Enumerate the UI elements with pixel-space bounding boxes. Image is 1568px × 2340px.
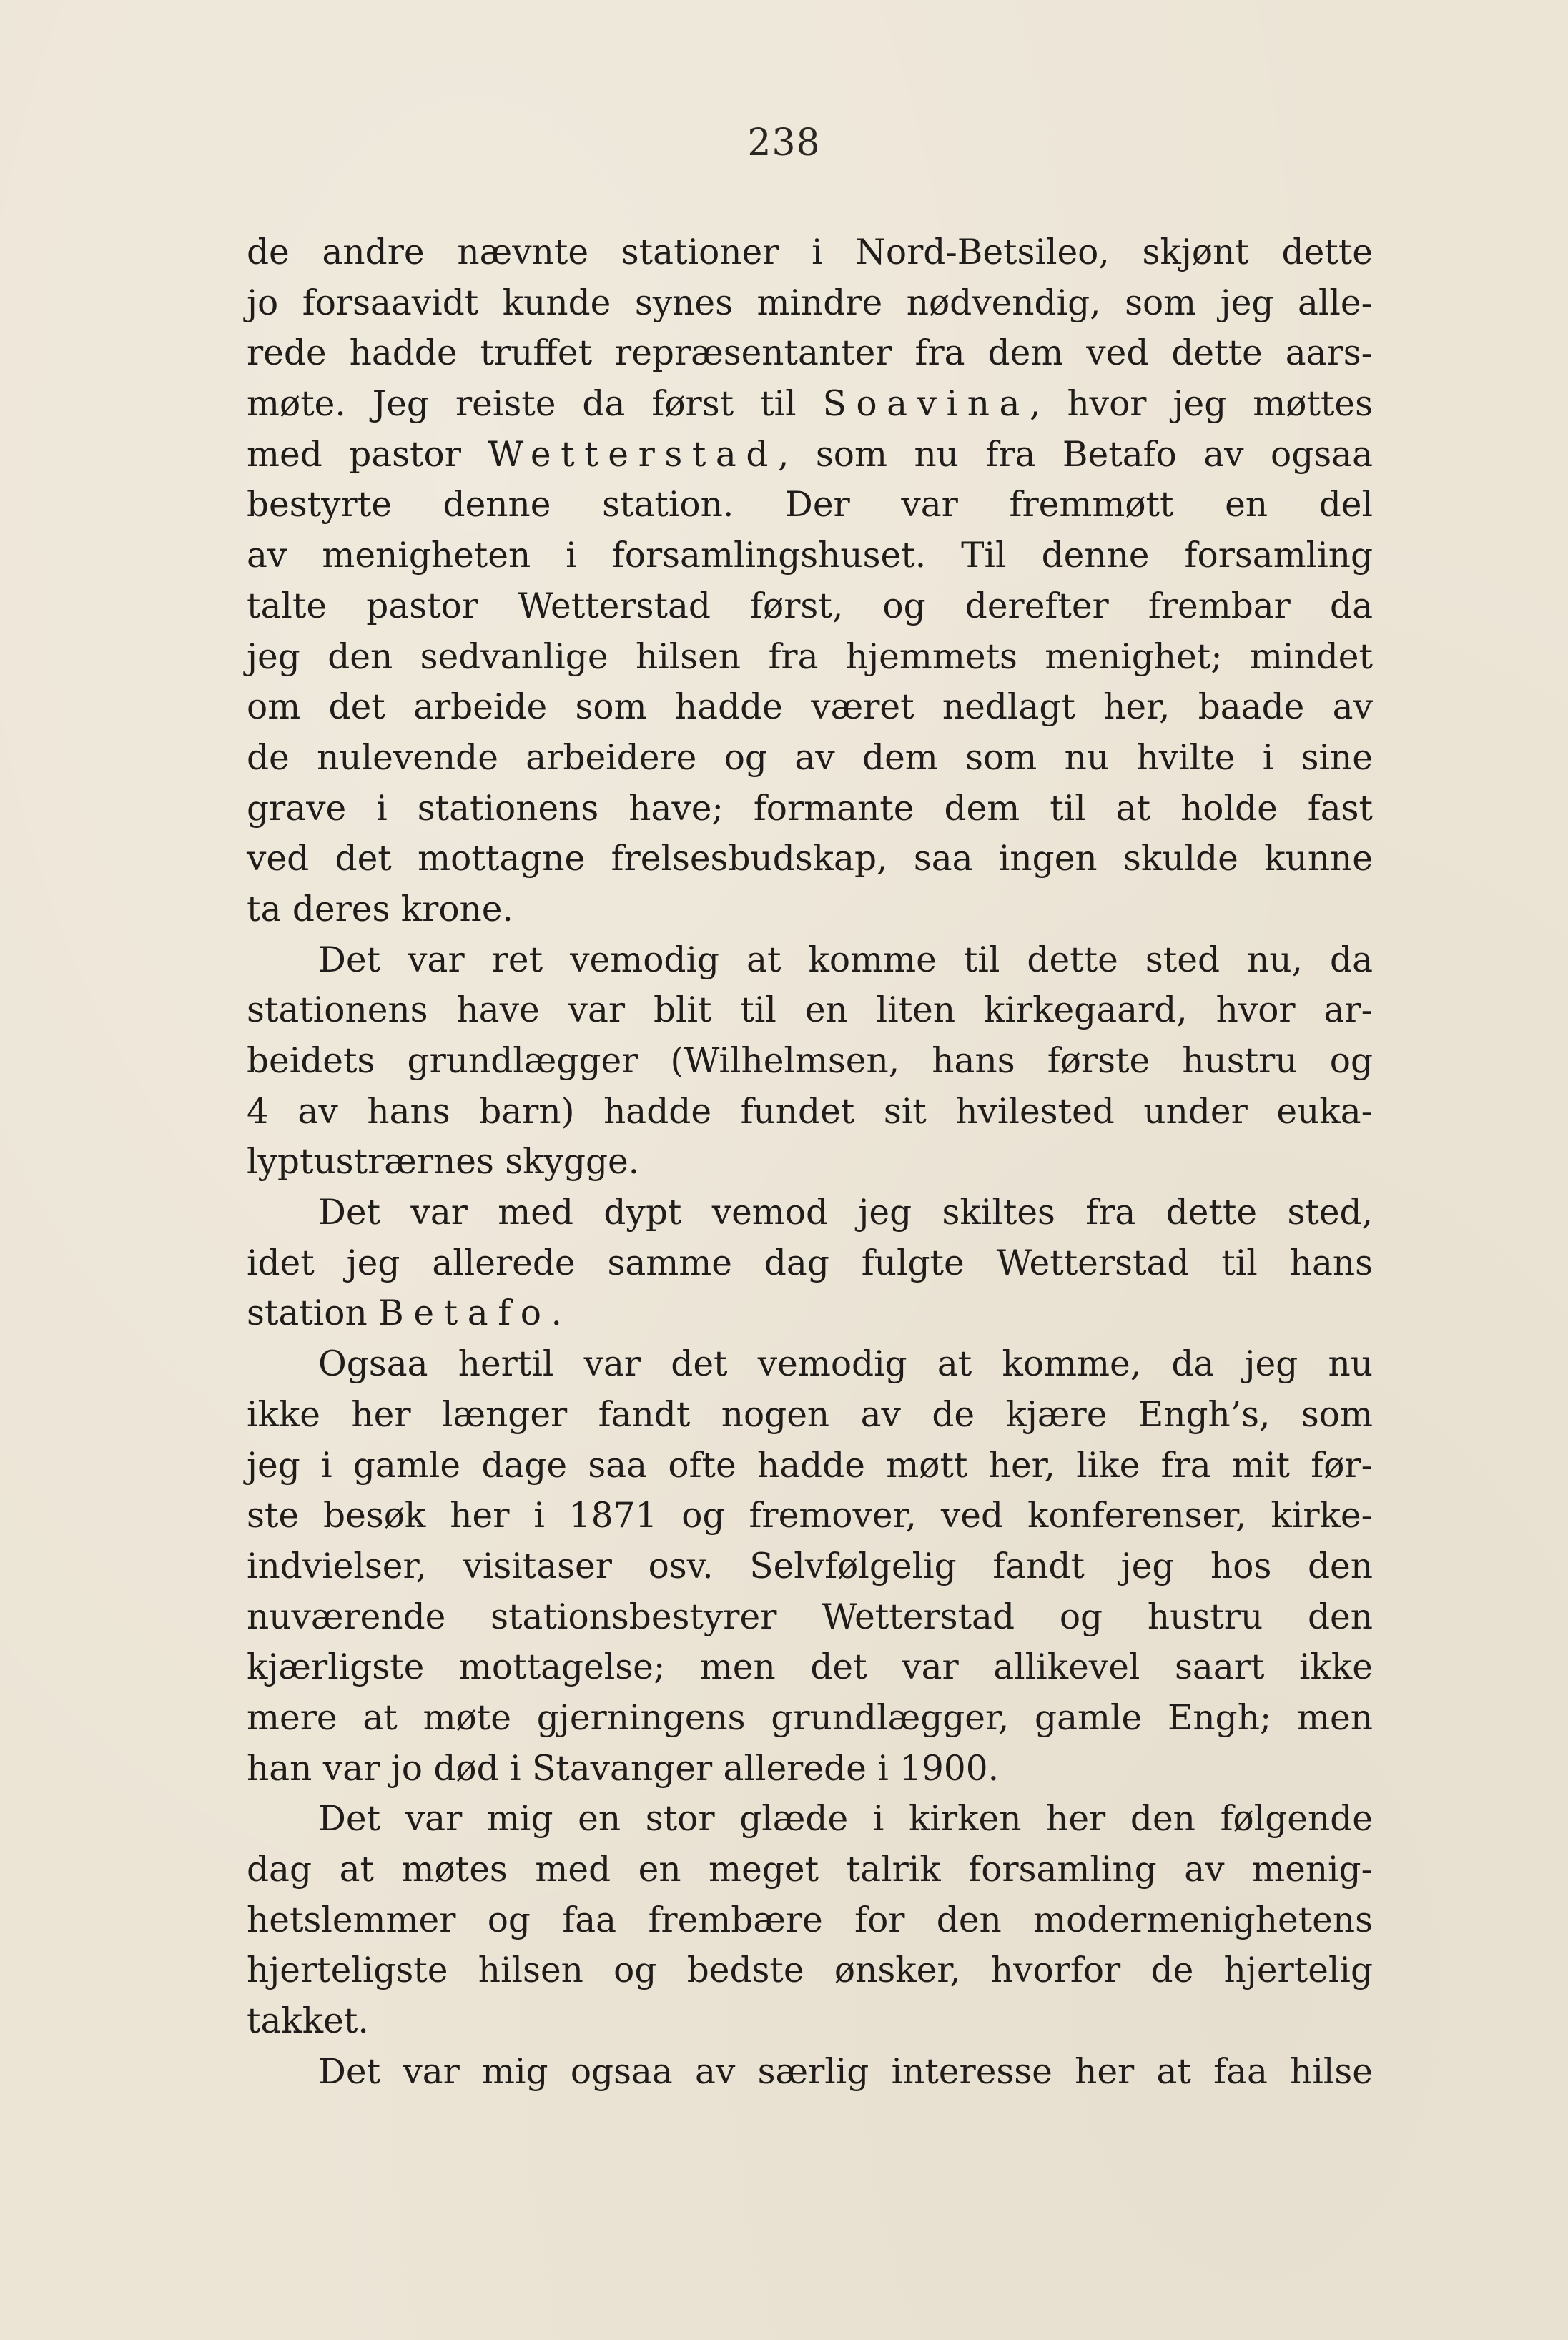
text-line [247,1794,1373,1845]
text-segment: jeg den sedvanlige hilsen fra hjemmets menighet; mindet [247,636,1373,677]
page-number: 238 [747,122,821,164]
text-line [247,1996,1373,2047]
text-line [247,1441,1373,1491]
text-line [247,1087,1373,1137]
text-segment: Det var mig en stor glæde i kirken her den følgende [318,1799,1373,1840]
text-segment: av menigheten i forsamlingshuset. Til denne forsamling [247,535,1373,576]
text-segment: rede hadde truffet repræsentanter fra dem ved dette aars- [247,333,1373,374]
text-segment: hjerteligste hilsen og bedste ønsker, hvorfor de hjertelig [247,1950,1373,1991]
text-line [247,1895,1373,1946]
text-segment: indvielser, visitaser osv. Selvfølgelig fandt jeg hos den [247,1546,1373,1586]
text-line [247,1491,1373,1541]
text-segment: bestyrte denne station. Der var fremmøtt en del [247,485,1373,525]
text-segment: takket. [247,2001,369,2042]
text-line [247,1945,1373,1996]
text-line [247,985,1373,1036]
text-line [247,328,1373,379]
spaced-name: Betafo [378,1293,551,1334]
text-segment: kjærligste mottagelse; men det var allikevel saart ikke [247,1647,1373,1688]
text-line [247,278,1373,329]
text-line [247,581,1373,632]
text-segment: om det arbeide som hadde været nedlagt her, baade av [247,687,1373,728]
text-segment: ste besøk her i 1871 og fremover, ved konferenser, kirke- [247,1496,1373,1536]
text-segment: Det var mig ogsaa av særlig interesse her at faa hilse [318,2051,1373,2092]
text-line [247,1744,1373,1795]
spaced-name: Wetterstad [488,434,779,475]
text-segment: han var jo død i Stavanger allerede i 1900. [247,1748,1000,1789]
text-line [247,935,1373,986]
text-segment: beidets grundlægger (Wilhelmsen, hans første hustru og [247,1041,1373,1081]
text-segment: Det var ret vemodig at komme til dette sted nu, da [318,939,1373,980]
text-segment: , hvor jeg møttes [1030,384,1373,425]
text-segment: Ogsaa hertil var det vemodig at komme, da jeg nu [318,1344,1373,1385]
text-line [247,2047,1373,2098]
text-line [247,1693,1373,1744]
text-segment: Det var med dypt vemod jeg skiltes fra dette sted, [318,1193,1373,1233]
text-line [247,1188,1373,1238]
text-segment: mere at møte gjerningens grundlægger, gamle Engh; men [247,1697,1373,1738]
text-segment: station [247,1293,379,1334]
text-segment: lyptustrærnes skygge. [247,1142,640,1183]
text-segment: grave i stationens have; formante dem til at holde fast [247,788,1373,829]
text-segment: . [551,1293,562,1334]
text-line [247,834,1373,884]
text-line [247,884,1373,935]
text-segment: jeg i gamle dage saa ofte hadde møtt her, like fra mit før- [247,1445,1373,1486]
text-line [247,1339,1373,1390]
text-segment: de andre nævnte stationer i Nord-Betsileo, skjønt dette [247,232,1373,272]
text-line [247,1642,1373,1693]
text-segment: ta deres krone. [247,889,513,929]
text-line [247,1541,1373,1592]
text-line [247,632,1373,683]
text-line [247,1845,1373,1895]
text-segment: , som nu fra Betafo av ogsaa [778,434,1373,475]
text-line [247,682,1373,733]
text-line [247,1592,1373,1643]
text-line [247,530,1373,581]
text-line [247,480,1373,530]
text-line [247,1036,1373,1087]
text-line [247,1288,1373,1339]
text-segment: stationens have var blit til en liten kirkegaard, hvor ar- [247,990,1373,1031]
text-segment: hetslemmer og faa frembære for den modermenighetens [247,1900,1373,1940]
text-segment: møte. Jeg reiste da først til [247,384,823,425]
text-segment: nuværende stationsbestyrer Wetterstad og hustru den [247,1596,1373,1637]
text-line [247,1390,1373,1441]
text-segment: de nulevende arbeidere og av dem som nu hvilte i sine [247,737,1373,778]
text-line [247,1238,1373,1289]
body-text [247,227,1373,2097]
text-line [247,379,1373,430]
text-segment: 4 av hans barn) hadde fundet sit hvilested under euka- [247,1091,1373,1132]
spaced-name: Soavina [822,384,1030,425]
text-segment: ved det mottagne frelsesbudskap, saa ingen skulde kunne [247,839,1373,879]
text-line [247,733,1373,784]
text-line [247,430,1373,480]
text-line [247,227,1373,278]
text-segment: talte pastor Wetterstad først, og derefter frembar da [247,586,1373,626]
text-segment: jo forsaavidt kunde synes mindre nødvendig, som jeg alle- [247,282,1373,323]
text-line [247,1137,1373,1188]
text-segment: dag at møtes med en meget talrik forsamling av menig- [247,1850,1373,1890]
text-segment: med pastor [247,434,488,475]
text-line [247,784,1373,834]
text-segment: ikke her længer fandt nogen av de kjære Engh’s, som [247,1394,1373,1435]
text-segment: idet jeg allerede samme dag fulgte Wetterstad til hans [247,1243,1373,1283]
